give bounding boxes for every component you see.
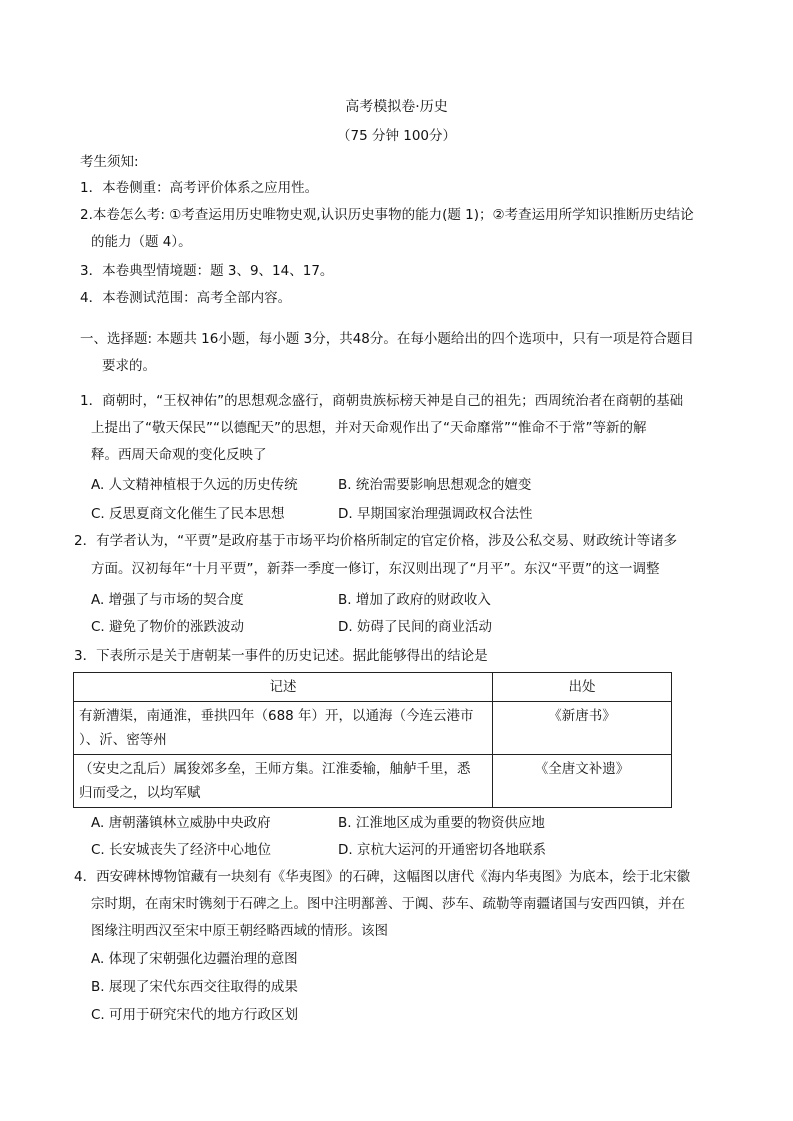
notice-item: 1．本卷侧重：高考评价体系之应用性。 <box>80 180 319 196</box>
q4-stem: 4．西安碑林博物馆藏有一块刻有《华夷图》的石碑，这幅图以唐代《海内华夷图》为底本，绘于北宋徽 <box>74 869 691 885</box>
table-row <box>74 702 672 755</box>
q1-stem: 1．商朝时，“王权神佑”的思想观念盛行，商朝贵族标榜天神是自己的祖先；西周统治者在商朝的基础 <box>80 393 684 409</box>
table-cell-source: 《新唐书》 <box>493 702 672 755</box>
table-row <box>74 755 672 808</box>
q2-stem: 2．有学者认为，“平贾”是政府基于市场平均价格所制定的官定价格，涉及公私交易、财政统计等诸多 <box>74 533 678 549</box>
record-text: （安史之乱后）属狻郊多垒，王师方集。江淮委输，舳舻千里，悉 <box>79 761 471 777</box>
q2-option-b[interactable]: B. 增加了政府的财政收入 <box>338 592 491 608</box>
record-text: ）、沂、密等州 <box>79 732 167 748</box>
q1-option-a[interactable]: A. 人文精神植根于久远的历史传统 <box>91 477 298 493</box>
section-heading: 一、选择题: 本题共 16小题，每小题 3分，共48分。在每小题给出的四个选项中，只有一项是符合题目 <box>80 331 694 347</box>
notice-item: 的能力（题 4）。 <box>91 234 192 250</box>
q4-stem: 宗时期，在南宋时镌刻于石碑之上。图中注明鄯善、于阗、莎车、疏勒等南疆诸国与安西四镇，并在 <box>91 896 685 912</box>
q1-option-b[interactable]: B. 统治需要影响思想观念的嬗变 <box>338 477 532 493</box>
q1-stem: 上提出了“敬天保民”“以德配天”的思想，并对天命观作出了“天命靡常”“惟命不于常”等新的解 <box>91 420 647 436</box>
record-text: 归而受之，以均军赋 <box>79 785 201 801</box>
q3-option-b[interactable]: B. 江淮地区成为重要的物资供应地 <box>338 815 545 831</box>
exam-subtitle: （75 分钟 100分） <box>336 128 457 144</box>
record-text: 有新漕渠，南通淮，垂拱四年（688 年）开，以通海（今连云港市 <box>79 708 474 724</box>
notice-heading: 考生须知: <box>80 154 139 170</box>
q1-stem: 释。西周天命观的变化反映了 <box>91 447 267 463</box>
table-cell-record <box>74 702 493 755</box>
table-header-record: 记述 <box>74 673 493 702</box>
q4-option-a[interactable]: A. 体现了宋朝强化边疆治理的意图 <box>91 951 298 967</box>
q1-option-d[interactable]: D. 早期国家治理强调政权合法性 <box>338 506 533 522</box>
q3-option-a[interactable]: A. 唐朝藩镇林立威胁中央政府 <box>91 815 271 831</box>
notice-item: 2.本卷怎么考: ①考查运用历史唯物史观,认识历史事物的能力(题 1)；②考查运用所学知识推断历史结论 <box>80 207 694 223</box>
q2-stem: 方面。汉初每年“十月平贾”，新莽一季度一修订，东汉则出现了“月平”。东汉“平贾”的这一调整 <box>91 561 660 577</box>
notice-item: 3．本卷典型情境题：题 3、9、14、17。 <box>80 263 334 279</box>
q2-option-c[interactable]: C. 避免了物价的涨跌波动 <box>91 619 245 635</box>
q4-stem: 图缘注明西汉至宋中原王朝经略西域的情形。该图 <box>91 923 388 939</box>
q2-option-d[interactable]: D. 妨碍了民间的商业活动 <box>338 619 492 635</box>
section-heading-cont: 要求的。 <box>102 358 156 374</box>
table-cell-record <box>74 755 493 808</box>
notice-item: 4．本卷测试范围：高考全部内容。 <box>80 290 292 306</box>
q4-option-c[interactable]: C. 可用于研究宋代的地方行政区划 <box>91 1007 299 1023</box>
q3-stem: 3．下表所示是关于唐朝某一事件的历史记述。据此能够得出的结论是 <box>74 648 488 664</box>
q1-option-c[interactable]: C. 反思夏商文化催生了民本思想 <box>91 506 285 522</box>
q3-option-c[interactable]: C. 长安城丧失了经济中心地位 <box>91 842 272 858</box>
table-cell-source: 《全唐文补遗》 <box>493 755 672 808</box>
q3-option-d[interactable]: D. 京杭大运河的开通密切各地联系 <box>338 842 546 858</box>
q2-option-a[interactable]: A. 增强了与市场的契合度 <box>91 592 244 608</box>
q3-record-table <box>73 672 672 808</box>
q4-option-b[interactable]: B. 展现了宋代东西交往取得的成果 <box>91 979 298 995</box>
table-header-row <box>74 673 672 702</box>
exam-title: 高考模拟卷·历史 <box>345 99 448 115</box>
table-header-source: 出处 <box>493 673 672 702</box>
